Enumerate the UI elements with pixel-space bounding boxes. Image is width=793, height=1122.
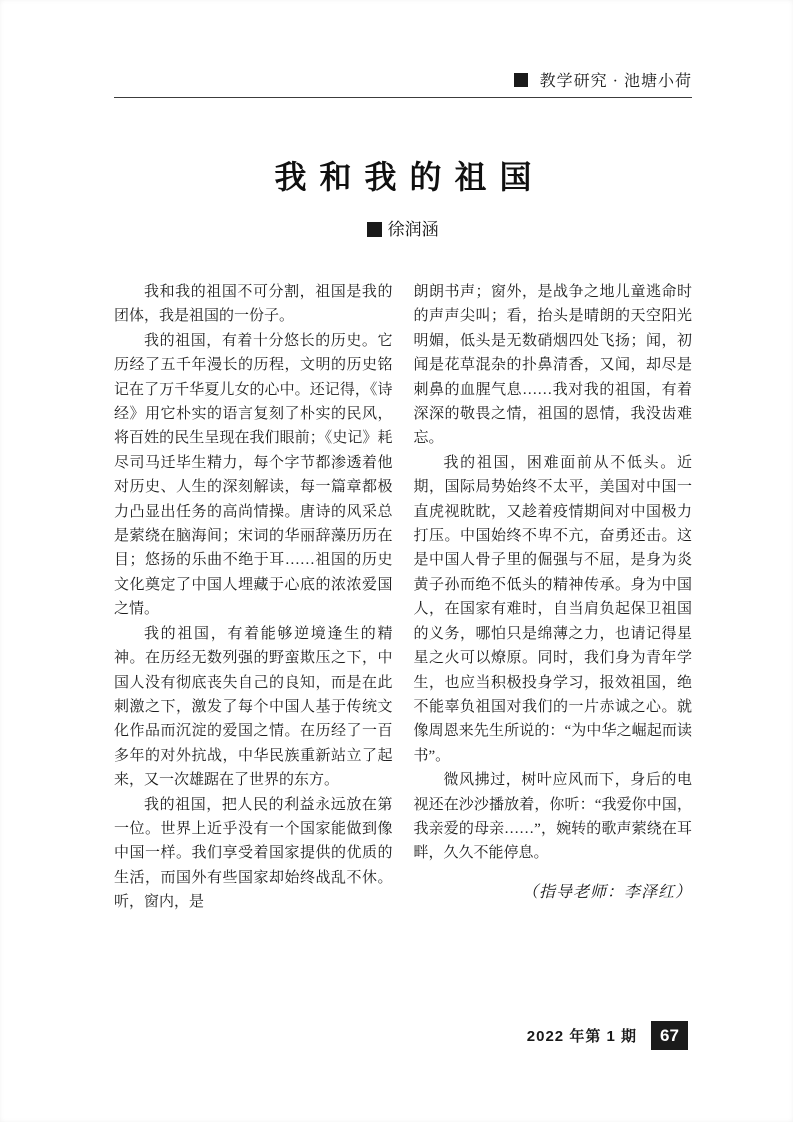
section-label: 教学研究 · 池塘小荷 bbox=[539, 73, 692, 90]
author-marker-icon bbox=[367, 222, 382, 237]
page-footer bbox=[527, 1021, 688, 1050]
right-column bbox=[414, 280, 693, 915]
paragraph: 微风拂过，树叶应风而下，身后的电视还在沙沙播放着，你听：“我爱你中国，我亲爱的母亲……”，婉转的歌声萦绕在耳畔，久久不能停息。 bbox=[413, 772, 692, 862]
header-divider bbox=[114, 97, 692, 98]
paragraph: 我的祖国，有着十分悠长的历史。它历经了五千年漫长的历程，文明的历史铭记在了万千华夏儿女的心中。还记得，《诗经》用它朴实的语言复刻了朴实的民风，将百姓的民生呈现在我们眼前；《史记》耗尽司马迁毕生精力，每个字节都渗透着他对历史、人生的深刻解读，每一篇章都极力凸显出任务的高尚情操。唐诗的风采总是萦绕在脑海间；宋词的华丽辞藻历历在目；悠扬的乐曲不绝于耳……祖国的历史文化奠定了中国人埋藏于心底的浓浓爱国之情。 bbox=[114, 332, 393, 618]
article-title: 我和我的祖国 bbox=[274, 158, 545, 196]
credit-line: （指导老师：李泽红） bbox=[521, 883, 692, 901]
paragraph: 我和我的祖国不可分割，祖国是我的团体，我是祖国的一份子。 bbox=[114, 284, 393, 325]
page-number-badge: 67 bbox=[651, 1021, 688, 1050]
paragraph: 我的祖国，有着能够逆境逢生的精神。在历经无数列强的野蛮欺压之下，中国人没有彻底丧失自己的良知，而是在此刺激之下，激发了每个中国人基于传统文化作品而沉淀的爱国之情。在历经了一百多年的对外抗战，中华民族重新站立了起来，又一次雄踞在了世界的东方。 bbox=[114, 625, 393, 789]
left-column bbox=[114, 280, 393, 915]
article-author bbox=[114, 220, 692, 240]
paragraph: 我的祖国，把人民的利益永远放在第一位。世界上近乎没有一个国家能做到像中国一样。我们享受着国家提供的优质的生活，而国外有些国家却始终战乱不休。听，窗内，是 bbox=[114, 796, 393, 911]
paragraph: 我的祖国，困难面前从不低头。近期，国际局势始终不太平，美国对中国一直虎视眈眈，又趁着疫情期间对中国极力打压。中国始终不卑不亢，奋勇还击。这是中国人骨子里的倔强与不屈，是身为炎黄子孙而绝不低头的精神传承。身为中国人，在国家有难时，自当肩负起保卫祖国的义务，哪怕只是绵薄之力，也请记得星星之火可以燎原。同时，我们身为青年学生，也应当积极投身学习，报效祖国，绝不能辜负祖国对我们的一片赤诚之心。就像周恩来先生所说的：“为中华之崛起而读书”。 bbox=[413, 454, 692, 764]
article-body bbox=[114, 280, 692, 915]
page-header bbox=[114, 72, 692, 92]
issue-label: 2022 年第 1 期 bbox=[526, 1028, 637, 1045]
paragraph-continuation: 朗朗书声；窗外，是战争之地儿童逃命时的声声尖叫；看，抬头是晴朗的天空阳光明媚，低头是无数硝烟四处飞扬；闻，初闻是花草混杂的扑鼻清香，又闻，却尽是刺鼻的血腥气息……我对我的祖国，有着深深的敬畏之情，祖国的恩情，我没齿难忘。 bbox=[413, 284, 692, 447]
section-marker-icon bbox=[514, 73, 528, 87]
author-name: 徐润涵 bbox=[387, 220, 439, 239]
